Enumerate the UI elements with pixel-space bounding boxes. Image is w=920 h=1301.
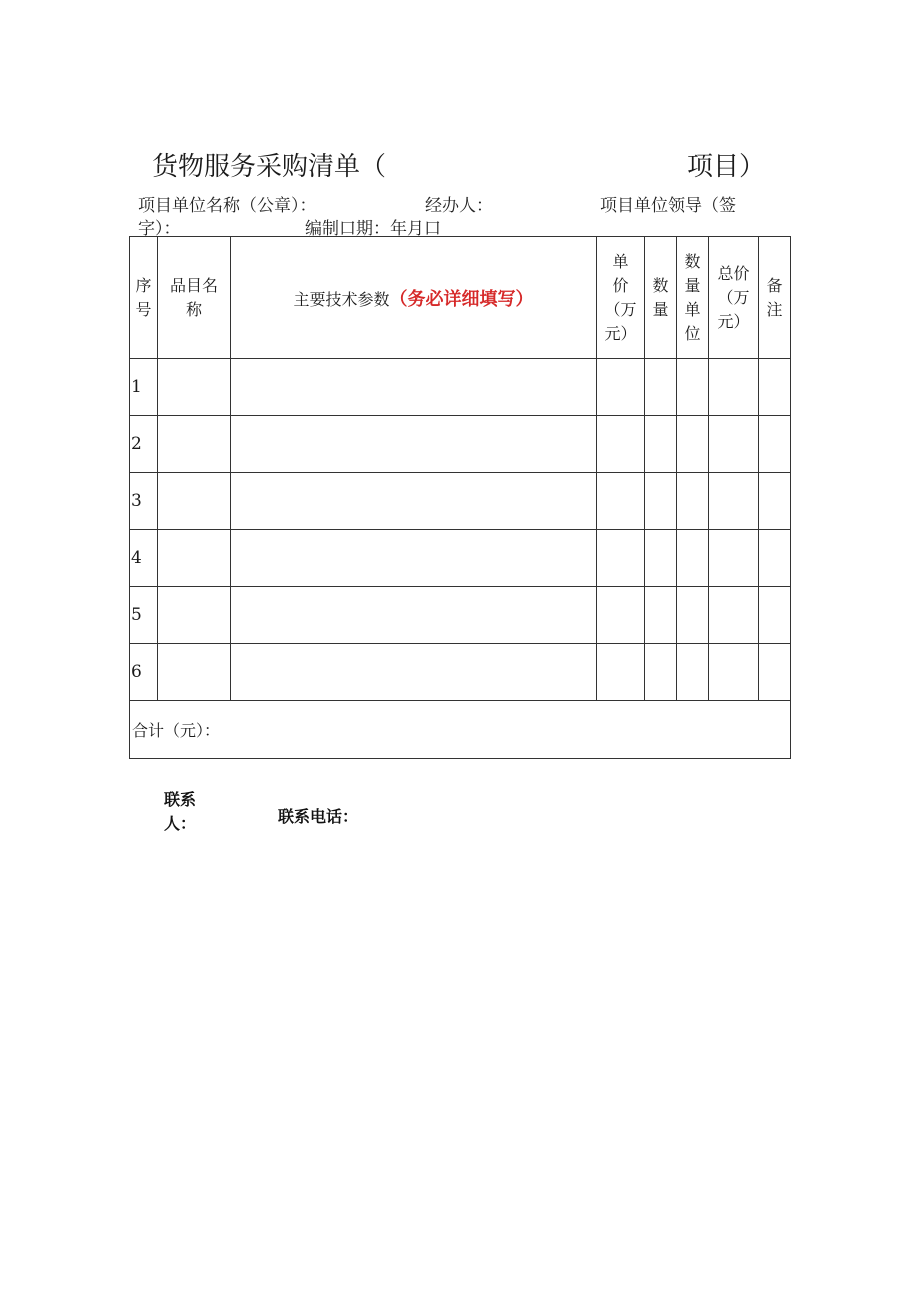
header-quantity-unit: 数 量 单 位 (677, 237, 709, 359)
unit-price-cell[interactable] (597, 359, 645, 416)
leader-signature-label: 项目单位领导（签 (600, 196, 736, 216)
project-unit-label: 项目单位名称（公章）： (138, 196, 317, 216)
quantity-unit-cell[interactable] (677, 530, 709, 587)
handler-label: 经办人： (425, 196, 493, 216)
quantity-unit-cell[interactable] (677, 587, 709, 644)
document-title: 货物服务采购清单（ (152, 152, 387, 182)
quantity-cell[interactable] (645, 587, 677, 644)
header-remark: 备 注 (759, 237, 791, 359)
total-price-cell[interactable] (709, 473, 759, 530)
quantity-unit-cell[interactable] (677, 359, 709, 416)
quantity-cell[interactable] (645, 416, 677, 473)
table-row (130, 530, 791, 587)
document-title-suffix: 项目） (687, 152, 766, 182)
item-name-cell[interactable] (158, 416, 231, 473)
row-index: 1 (130, 359, 158, 416)
quantity-unit-cell[interactable] (677, 473, 709, 530)
params-cell[interactable] (231, 416, 597, 473)
item-name-cell[interactable] (158, 530, 231, 587)
leader-signature-label-tail: 字）： (138, 219, 181, 239)
total-price-cell[interactable] (709, 416, 759, 473)
row-index: 5 (130, 587, 158, 644)
contact-person-label: 联系 (164, 790, 197, 809)
compile-date-label: 编制口期：年月口 (305, 219, 441, 239)
table-total-row (130, 701, 791, 759)
params-cell[interactable] (231, 587, 597, 644)
remark-cell[interactable] (759, 530, 791, 587)
row-index: 2 (130, 416, 158, 473)
table-row (130, 473, 791, 530)
row-index: 4 (130, 530, 158, 587)
remark-cell[interactable] (759, 416, 791, 473)
unit-price-cell[interactable] (597, 644, 645, 701)
params-cell[interactable] (231, 359, 597, 416)
header-item-name: 品目名 称 (158, 237, 231, 359)
table-row (130, 587, 791, 644)
params-cell[interactable] (231, 530, 597, 587)
item-name-cell[interactable] (158, 473, 231, 530)
remark-cell[interactable] (759, 359, 791, 416)
params-cell[interactable] (231, 644, 597, 701)
quantity-unit-cell[interactable] (677, 416, 709, 473)
quantity-cell[interactable] (645, 644, 677, 701)
unit-price-cell[interactable] (597, 587, 645, 644)
quantity-cell[interactable] (645, 530, 677, 587)
fill-in-detail-note: （务必详细填写） (389, 288, 534, 310)
total-price-cell[interactable] (709, 359, 759, 416)
header-seq: 序 号 (130, 237, 158, 359)
item-name-cell[interactable] (158, 644, 231, 701)
item-name-cell[interactable] (158, 587, 231, 644)
header-tech-params: 主要技术参数（务必详细填写） (231, 237, 597, 359)
remark-cell[interactable] (759, 473, 791, 530)
table-row (130, 359, 791, 416)
header-total-price: 总价 （万 元） (709, 237, 759, 359)
header-unit-price: 单 价 （万 元） (597, 237, 645, 359)
quantity-unit-cell[interactable] (677, 644, 709, 701)
unit-price-cell[interactable] (597, 473, 645, 530)
remark-cell[interactable] (759, 587, 791, 644)
params-cell[interactable] (231, 473, 597, 530)
table-row (130, 416, 791, 473)
procurement-table (129, 236, 791, 759)
contact-phone-label: 联系电话： (278, 807, 359, 826)
header-quantity: 数 量 (645, 237, 677, 359)
quantity-cell[interactable] (645, 473, 677, 530)
unit-price-cell[interactable] (597, 416, 645, 473)
remark-cell[interactable] (759, 644, 791, 701)
total-label[interactable]: 合计（元）： (130, 701, 791, 759)
total-price-cell[interactable] (709, 587, 759, 644)
quantity-cell[interactable] (645, 359, 677, 416)
row-index: 3 (130, 473, 158, 530)
table-header-row (130, 237, 791, 359)
total-price-cell[interactable] (709, 530, 759, 587)
row-index: 6 (130, 644, 158, 701)
unit-price-cell[interactable] (597, 530, 645, 587)
total-price-cell[interactable] (709, 644, 759, 701)
table-row (130, 644, 791, 701)
contact-person-label-tail: 人： (164, 814, 197, 833)
item-name-cell[interactable] (158, 359, 231, 416)
